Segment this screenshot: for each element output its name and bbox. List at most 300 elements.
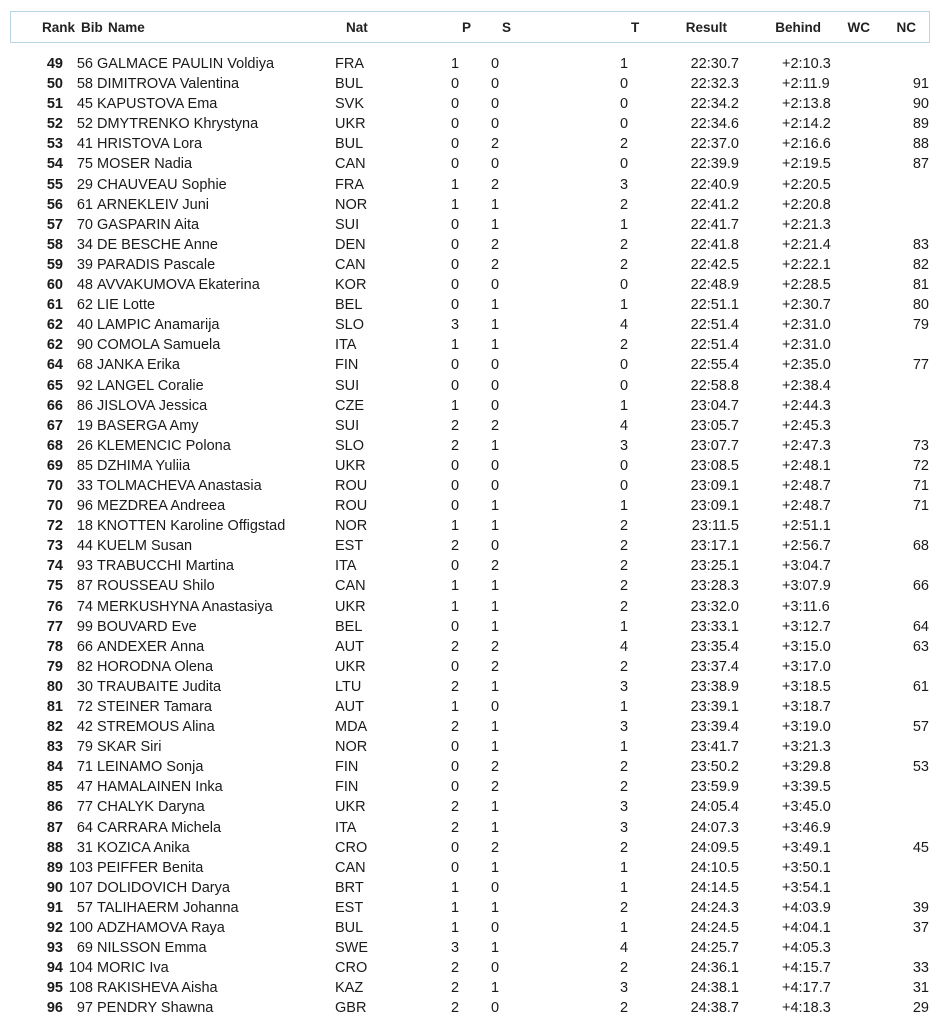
cell-bib: 107 [68, 879, 93, 896]
cell-behind: +2:44.3 [782, 397, 831, 414]
cell-nc: 71 [912, 477, 929, 494]
cell-s: 0 [491, 1000, 500, 1017]
cell-nc: 80 [912, 297, 929, 314]
cell-p: 2 [451, 638, 460, 655]
cell-result: 23:08.5 [690, 457, 739, 474]
cell-behind: +4:18.3 [782, 1000, 831, 1017]
cell-bib: 47 [76, 779, 93, 796]
table-row[interactable] [0, 75, 941, 95]
table-row[interactable] [0, 437, 941, 457]
cell-result: 22:51.1 [690, 297, 739, 314]
cell-behind: +4:04.1 [782, 920, 831, 937]
cell-p: 0 [451, 618, 460, 635]
table-row[interactable] [0, 939, 941, 959]
table-row[interactable] [0, 336, 941, 356]
table-row[interactable] [0, 819, 941, 839]
cell-rank: 94 [46, 960, 63, 977]
cell-t: 0 [620, 156, 629, 173]
cell-rank: 88 [46, 839, 63, 856]
cell-bib: 92 [76, 377, 93, 394]
cell-bib: 31 [76, 839, 93, 856]
table-row[interactable] [0, 598, 941, 618]
cell-result: 22:41.7 [690, 216, 739, 233]
cell-p: 0 [451, 477, 460, 494]
cell-name: TRAUBAITE Judita [97, 678, 222, 695]
cell-p: 0 [451, 859, 460, 876]
cell-name: NILSSON Emma [97, 940, 207, 957]
cell-name: KUELM Susan [97, 538, 193, 555]
cell-p: 1 [451, 578, 460, 595]
cell-behind: +2:14.2 [782, 116, 831, 133]
table-row[interactable] [0, 919, 941, 939]
cell-behind: +2:21.3 [782, 216, 831, 233]
table-row[interactable] [0, 276, 941, 296]
cell-s: 0 [491, 357, 500, 374]
cell-nc: 31 [912, 980, 929, 997]
cell-t: 1 [620, 879, 629, 896]
cell-t: 2 [620, 839, 629, 856]
cell-t: 2 [620, 196, 629, 213]
cell-nat: UKR [335, 799, 366, 816]
cell-result: 22:32.3 [690, 76, 739, 93]
cell-s: 0 [491, 879, 500, 896]
cell-t: 1 [620, 397, 629, 414]
cell-result: 24:38.1 [690, 980, 739, 997]
cell-nat: BEL [335, 297, 363, 314]
cell-bib: 19 [76, 417, 93, 434]
cell-s: 0 [491, 56, 500, 72]
cell-t: 4 [620, 417, 629, 434]
cell-s: 2 [491, 839, 500, 856]
cell-nat: SUI [335, 377, 360, 394]
cell-bib: 34 [76, 236, 93, 253]
cell-t: 1 [620, 498, 629, 515]
table-row[interactable] [0, 718, 941, 738]
cell-result: 23:37.4 [690, 658, 739, 675]
cell-t: 0 [620, 377, 629, 394]
cell-behind: +2:30.7 [782, 297, 831, 314]
cell-rank: 62 [46, 337, 63, 354]
cell-p: 2 [451, 678, 460, 695]
column-header-t[interactable]: T [631, 20, 640, 35]
cell-bib: 71 [76, 759, 93, 776]
cell-p: 1 [451, 920, 460, 937]
table-row[interactable] [0, 678, 941, 698]
column-header-wc[interactable]: WC [847, 20, 870, 35]
table-row[interactable] [0, 115, 941, 135]
cell-name: JANKA Erika [97, 357, 180, 374]
cell-result: 23:28.3 [690, 578, 739, 595]
cell-t: 0 [620, 457, 629, 474]
cell-result: 23:39.4 [690, 719, 739, 736]
cell-nc: 45 [912, 839, 929, 856]
cell-rank: 56 [46, 196, 63, 213]
table-row[interactable] [0, 95, 941, 115]
cell-nat: KAZ [335, 980, 364, 997]
cell-rank: 89 [46, 859, 63, 876]
cell-t: 4 [620, 940, 629, 957]
cell-p: 1 [451, 879, 460, 896]
cell-nc: 82 [912, 256, 929, 273]
cell-t: 1 [620, 859, 629, 876]
cell-rank: 52 [46, 116, 63, 133]
cell-p: 3 [451, 317, 460, 334]
cell-t: 2 [620, 759, 629, 776]
cell-t: 1 [620, 216, 629, 233]
table-row[interactable] [0, 658, 941, 678]
column-header-behind[interactable]: Behind [775, 20, 821, 35]
cell-p: 0 [451, 277, 460, 294]
cell-s: 0 [491, 377, 500, 394]
cell-bib: 26 [76, 437, 93, 454]
cell-rank: 64 [46, 357, 63, 374]
cell-nc: 71 [912, 498, 929, 515]
cell-p: 0 [451, 216, 460, 233]
cell-bib: 39 [76, 256, 93, 273]
cell-behind: +3:45.0 [782, 799, 831, 816]
cell-p: 2 [451, 417, 460, 434]
cell-name: PENDRY Shawna [97, 1000, 214, 1017]
column-header-s[interactable]: S [502, 20, 512, 35]
table-row[interactable] [0, 236, 941, 256]
cell-s: 2 [491, 136, 500, 153]
cell-t: 2 [620, 538, 629, 555]
cell-name: COMOLA Samuela [97, 337, 221, 354]
cell-nat: BUL [335, 76, 364, 93]
cell-bib: 44 [76, 538, 93, 555]
cell-name: CARRARA Michela [97, 819, 222, 836]
cell-bib: 87 [76, 578, 93, 595]
table-row[interactable] [0, 959, 941, 979]
cell-p: 0 [451, 256, 460, 273]
cell-behind: +2:20.5 [782, 176, 831, 193]
cell-behind: +4:17.7 [782, 980, 831, 997]
cell-behind: +3:04.7 [782, 558, 831, 575]
cell-rank: 61 [46, 297, 63, 314]
cell-behind: +3:50.1 [782, 859, 831, 876]
cell-name: LEINAMO Sonja [97, 759, 204, 776]
cell-bib: 97 [76, 1000, 93, 1017]
cell-t: 4 [620, 638, 629, 655]
cell-bib: 33 [76, 477, 93, 494]
cell-rank: 86 [46, 799, 63, 816]
cell-name: GASPARIN Aita [97, 216, 200, 233]
cell-t: 0 [620, 357, 629, 374]
cell-name: SKAR Siri [97, 739, 162, 756]
cell-name: BASERGA Amy [97, 417, 199, 434]
table-row[interactable] [0, 979, 941, 999]
cell-nat: ITA [335, 558, 357, 575]
cell-nat: CRO [335, 839, 368, 856]
cell-nc: 29 [912, 1000, 929, 1017]
cell-rank: 87 [46, 819, 63, 836]
cell-rank: 67 [46, 417, 63, 434]
cell-s: 1 [491, 518, 500, 535]
table-row[interactable] [0, 256, 941, 276]
cell-rank: 68 [46, 437, 63, 454]
cell-result: 23:09.1 [690, 498, 739, 515]
cell-rank: 78 [46, 638, 63, 655]
cell-rank: 96 [46, 1000, 63, 1017]
table-row[interactable] [0, 517, 941, 537]
cell-result: 23:07.7 [690, 437, 739, 454]
cell-name: HORODNA Olena [97, 658, 214, 675]
cell-p: 2 [451, 799, 460, 816]
cell-result: 23:09.1 [690, 477, 739, 494]
cell-nat: SUI [335, 417, 360, 434]
cell-p: 0 [451, 839, 460, 856]
cell-result: 22:34.6 [690, 116, 739, 133]
cell-nc: 66 [912, 578, 929, 595]
cell-nat: AUT [335, 699, 364, 715]
cell-bib: 30 [76, 678, 93, 695]
cell-behind: +3:12.7 [782, 618, 831, 635]
cell-name: PARADIS Pascale [97, 256, 216, 273]
table-row[interactable] [0, 839, 941, 859]
cell-p: 2 [451, 1000, 460, 1017]
table-row[interactable] [0, 758, 941, 778]
cell-result: 23:17.1 [690, 538, 739, 555]
table-row[interactable] [0, 477, 941, 497]
cell-name: ANDEXER Anna [97, 638, 205, 655]
table-row[interactable] [0, 356, 941, 376]
cell-rank: 81 [46, 699, 63, 715]
cell-nat: SUI [335, 216, 360, 233]
table-row[interactable] [0, 296, 941, 316]
table-row[interactable] [0, 577, 941, 597]
cell-result: 23:33.1 [690, 618, 739, 635]
cell-nc: 88 [912, 136, 929, 153]
cell-behind: +3:46.9 [782, 819, 831, 836]
cell-nat: BRT [335, 879, 364, 896]
cell-bib: 18 [76, 518, 93, 535]
cell-nc: 37 [912, 920, 929, 937]
cell-behind: +3:29.8 [782, 759, 831, 776]
cell-t: 2 [620, 960, 629, 977]
cell-t: 3 [620, 678, 629, 695]
cell-behind: +2:47.3 [782, 437, 831, 454]
cell-s: 0 [491, 920, 500, 937]
cell-bib: 45 [76, 96, 93, 113]
table-row[interactable] [0, 135, 941, 155]
cell-bib: 69 [76, 940, 93, 957]
cell-result: 23:38.9 [690, 678, 739, 695]
cell-p: 0 [451, 779, 460, 796]
cell-t: 1 [620, 618, 629, 635]
cell-bib: 62 [76, 297, 93, 314]
column-header-name[interactable]: Name [108, 20, 145, 35]
cell-bib: 82 [76, 658, 93, 675]
cell-name: STREMOUS Alina [97, 719, 215, 736]
cell-s: 1 [491, 196, 500, 213]
cell-s: 1 [491, 437, 500, 454]
table-row[interactable] [0, 155, 941, 175]
cell-nat: CAN [335, 859, 366, 876]
cell-rank: 69 [46, 457, 63, 474]
cell-nat: FIN [335, 357, 359, 374]
cell-behind: +3:54.1 [782, 879, 831, 896]
cell-behind: +3:21.3 [782, 739, 831, 756]
cell-behind: +3:49.1 [782, 839, 831, 856]
cell-t: 2 [620, 899, 629, 916]
table-row[interactable] [0, 176, 941, 196]
cell-behind: +3:17.0 [782, 658, 831, 675]
column-header-bib[interactable]: Bib [81, 20, 103, 35]
cell-p: 0 [451, 156, 460, 173]
cell-nat: BUL [335, 136, 364, 153]
cell-name: DMYTRENKO Khrystyna [97, 116, 259, 133]
cell-rank: 58 [46, 236, 63, 253]
cell-name: DE BESCHE Anne [97, 236, 218, 253]
cell-s: 0 [491, 960, 500, 977]
cell-result: 24:09.5 [690, 839, 739, 856]
cell-nc: 61 [912, 678, 929, 695]
cell-nc: 63 [912, 638, 929, 655]
cell-p: 0 [451, 357, 460, 374]
cell-s: 2 [491, 779, 500, 796]
table-row[interactable] [0, 316, 941, 336]
cell-bib: 100 [68, 920, 93, 937]
cell-result: 22:41.2 [690, 196, 739, 213]
cell-p: 2 [451, 437, 460, 454]
table-row[interactable] [0, 798, 941, 818]
table-row[interactable] [0, 537, 941, 557]
table-row[interactable] [0, 738, 941, 758]
cell-behind: +2:28.5 [782, 277, 831, 294]
table-row[interactable] [0, 618, 941, 638]
table-row[interactable] [0, 377, 941, 397]
column-header-p[interactable]: P [462, 20, 472, 35]
cell-bib: 93 [76, 558, 93, 575]
cell-p: 0 [451, 739, 460, 756]
table-row[interactable] [0, 457, 941, 477]
cell-nc: 33 [912, 960, 929, 977]
cell-behind: +3:07.9 [782, 578, 831, 595]
cell-p: 2 [451, 819, 460, 836]
cell-rank: 73 [46, 538, 63, 555]
cell-name: AVVAKUMOVA Ekaterina [97, 277, 260, 294]
cell-s: 1 [491, 819, 500, 836]
cell-s: 0 [491, 538, 500, 555]
cell-s: 1 [491, 618, 500, 635]
cell-nc: 53 [912, 759, 929, 776]
table-row[interactable] [0, 859, 941, 879]
cell-nat: SWE [335, 940, 369, 957]
cell-p: 1 [451, 397, 460, 414]
cell-rank: 75 [46, 578, 63, 595]
cell-s: 0 [491, 277, 500, 294]
cell-p: 1 [451, 337, 460, 354]
cell-bib: 104 [68, 960, 93, 977]
cell-t: 3 [620, 176, 629, 193]
cell-name: TOLMACHEVA Anastasia [97, 477, 262, 494]
cell-t: 0 [620, 116, 629, 133]
cell-nc: 81 [912, 277, 929, 294]
cell-t: 0 [620, 76, 629, 93]
cell-nat: FRA [335, 176, 364, 193]
table-row[interactable] [0, 497, 941, 517]
cell-t: 1 [620, 297, 629, 314]
cell-s: 1 [491, 899, 500, 916]
cell-nat: ROU [335, 477, 368, 494]
cell-s: 0 [491, 116, 500, 133]
cell-nat: FIN [335, 779, 359, 796]
column-header-rank[interactable]: Rank [42, 20, 76, 35]
table-row[interactable] [0, 879, 941, 899]
table-row[interactable] [0, 196, 941, 216]
cell-rank: 92 [46, 920, 63, 937]
cell-name: PEIFFER Benita [97, 859, 204, 876]
cell-name: KAPUSTOVA Ema [97, 96, 218, 113]
cell-rank: 90 [46, 879, 63, 896]
cell-s: 1 [491, 337, 500, 354]
cell-nat: UKR [335, 457, 366, 474]
cell-rank: 93 [46, 940, 63, 957]
cell-bib: 29 [76, 176, 93, 193]
table-row[interactable] [0, 557, 941, 577]
cell-bib: 74 [76, 598, 93, 615]
table-row[interactable] [0, 638, 941, 658]
cell-nat: EST [335, 899, 364, 916]
cell-t: 1 [620, 699, 629, 715]
cell-result: 22:39.9 [690, 156, 739, 173]
cell-t: 2 [620, 658, 629, 675]
column-header-result[interactable]: Result [685, 20, 727, 35]
cell-t: 3 [620, 799, 629, 816]
cell-t: 2 [620, 518, 629, 535]
cell-t: 3 [620, 819, 629, 836]
cell-nat: UKR [335, 658, 366, 675]
table-row[interactable] [0, 899, 941, 919]
cell-t: 2 [620, 136, 629, 153]
cell-p: 1 [451, 56, 460, 72]
column-header-nc[interactable]: NC [896, 20, 916, 35]
cell-rank: 80 [46, 678, 63, 695]
cell-behind: +2:56.7 [782, 538, 831, 555]
table-row[interactable] [0, 417, 941, 437]
cell-bib: 103 [68, 859, 93, 876]
cell-s: 1 [491, 739, 500, 756]
cell-rank: 53 [46, 136, 63, 153]
cell-nc: 39 [912, 899, 929, 916]
cell-result: 23:04.7 [690, 397, 739, 414]
cell-nc: 57 [912, 719, 929, 736]
cell-nc: 73 [912, 437, 929, 454]
cell-nc: 68 [912, 538, 929, 555]
cell-result: 24:05.4 [690, 799, 739, 816]
cell-t: 0 [620, 477, 629, 494]
cell-bib: 68 [76, 357, 93, 374]
table-row[interactable] [0, 778, 941, 798]
table-row[interactable] [0, 698, 941, 718]
cell-behind: +3:18.5 [782, 678, 831, 695]
table-row[interactable] [0, 216, 941, 236]
cell-nc: 87 [912, 156, 929, 173]
cell-result: 23:50.2 [690, 759, 739, 776]
table-row[interactable] [0, 999, 941, 1019]
cell-rank: 57 [46, 216, 63, 233]
cell-nc: 83 [912, 236, 929, 253]
cell-s: 2 [491, 558, 500, 575]
cell-rank: 82 [46, 719, 63, 736]
cell-bib: 108 [68, 980, 93, 997]
cell-s: 1 [491, 799, 500, 816]
cell-p: 0 [451, 297, 460, 314]
table-row[interactable] [0, 55, 941, 75]
cell-name: ROUSSEAU Shilo [97, 578, 215, 595]
column-header-nat[interactable]: Nat [346, 20, 368, 35]
table-row[interactable] [0, 397, 941, 417]
